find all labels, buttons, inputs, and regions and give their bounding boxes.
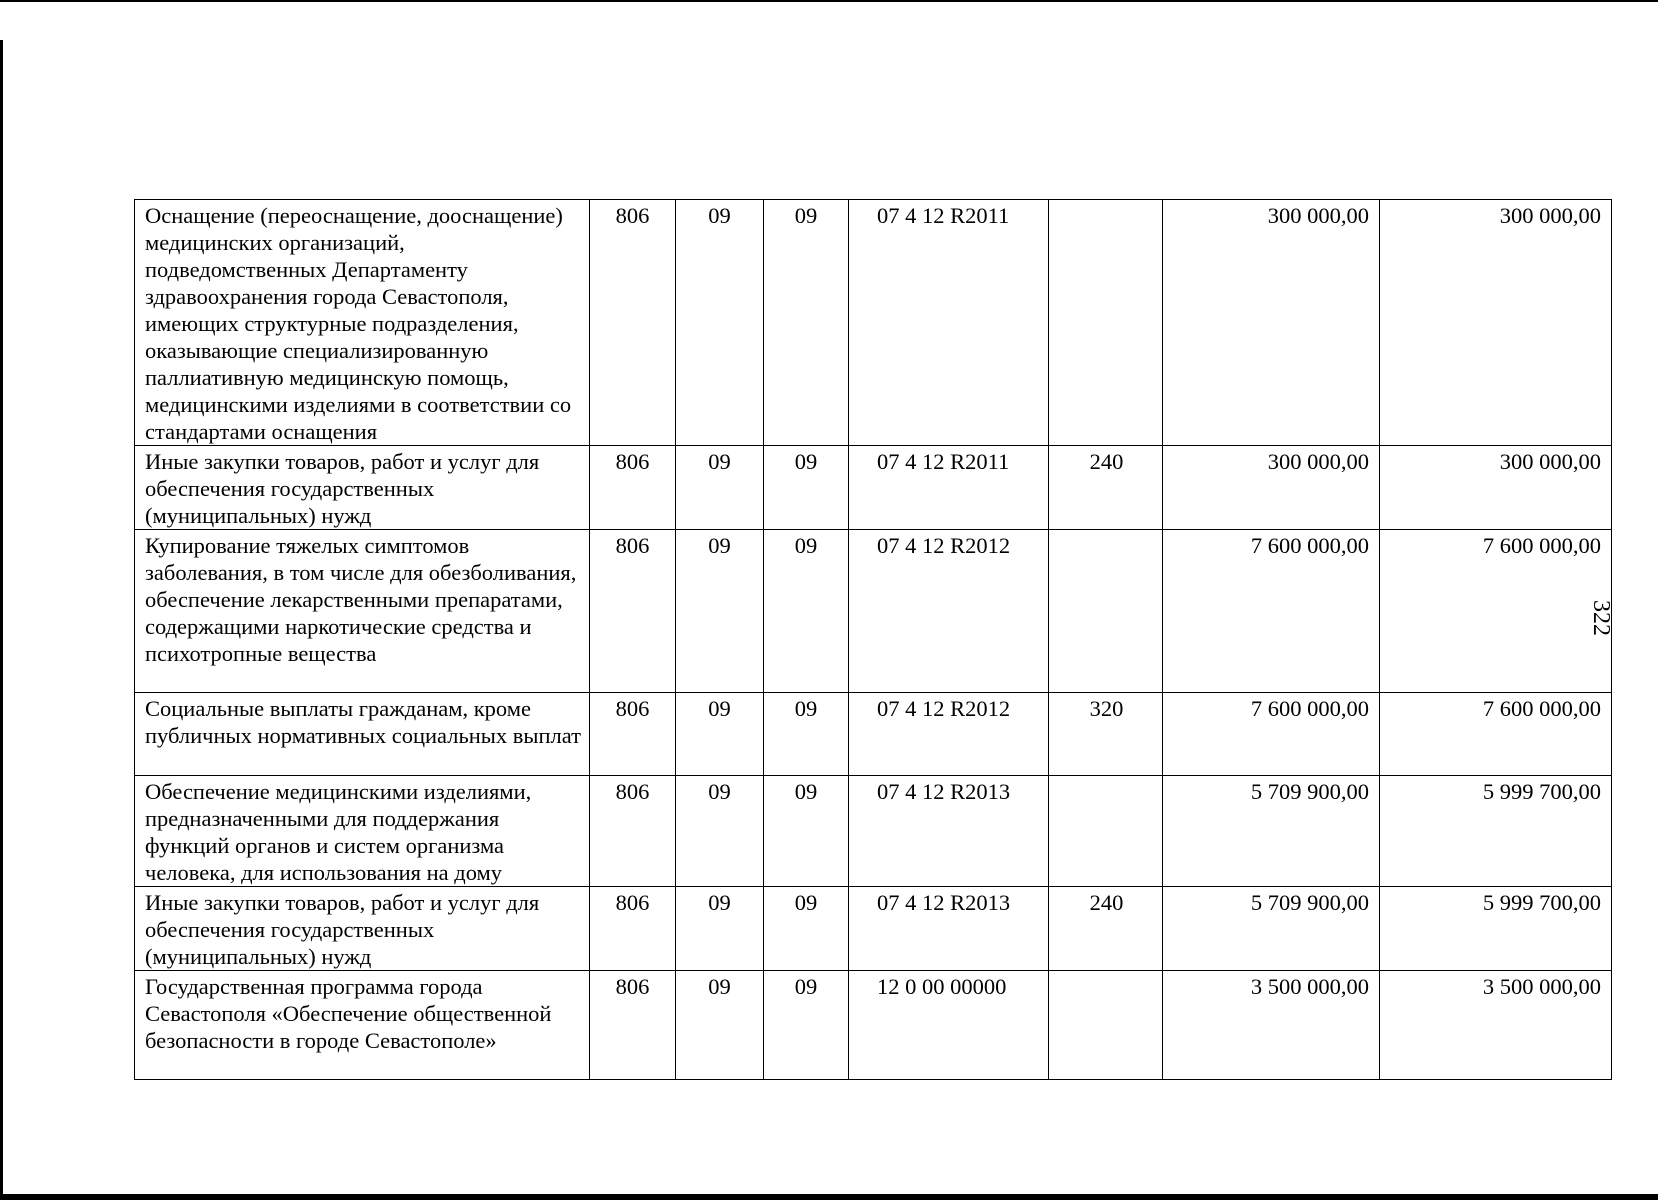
- row-pr: 09: [764, 887, 849, 971]
- scan-edge-left: [0, 40, 3, 1200]
- page-number: 322: [1588, 600, 1614, 636]
- row-pr: 09: [764, 693, 849, 776]
- row-rz: 09: [676, 693, 764, 776]
- row-sum-2: 300 000,00: [1380, 200, 1612, 446]
- table-row: [135, 200, 1612, 446]
- row-name: Иные закупки товаров, работ и услуг для обеспечения государственных (муниципальных) нужд: [135, 887, 590, 971]
- row-sum-2: 5 999 700,00: [1380, 887, 1612, 971]
- row-name: Иные закупки товаров, работ и услуг для обеспечения государственных (муниципальных) нужд: [135, 446, 590, 530]
- row-rz: 09: [676, 887, 764, 971]
- row-ved: 806: [590, 446, 676, 530]
- row-sum-2: 5 999 700,00: [1380, 776, 1612, 887]
- row-rz: 09: [676, 446, 764, 530]
- row-pr: 09: [764, 776, 849, 887]
- row-rz: 09: [676, 200, 764, 446]
- row-rz: 09: [676, 971, 764, 1080]
- row-pr: 09: [764, 446, 849, 530]
- table-row: [135, 971, 1612, 1080]
- row-vr: [1049, 971, 1163, 1080]
- row-csr: 07 4 12 R2013: [849, 776, 1049, 887]
- row-name: Оснащение (переоснащение, дооснащение) медицинских организаций, подведомственных Департаменту здравоохранения города Севастополя, имеющих структурные подразделения, оказывающие специализированную паллиативную медицинскую помощь, медицинскими изделиями в соответствии со стандартами оснащения: [135, 200, 590, 446]
- budget-table: [134, 199, 1612, 1080]
- row-sum-2: 3 500 000,00: [1380, 971, 1612, 1080]
- row-ved: 806: [590, 776, 676, 887]
- table-row: [135, 446, 1612, 530]
- row-rz: 09: [676, 776, 764, 887]
- row-csr: 07 4 12 R2012: [849, 530, 1049, 693]
- row-sum-1: 7 600 000,00: [1163, 693, 1380, 776]
- row-sum-1: 300 000,00: [1163, 200, 1380, 446]
- row-ved: 806: [590, 887, 676, 971]
- row-pr: 09: [764, 200, 849, 446]
- row-pr: 09: [764, 971, 849, 1080]
- row-vr: [1049, 200, 1163, 446]
- row-name: Обеспечение медицинскими изделиями, предназначенными для поддержания функций органов и систем организма человека, для использования на дому: [135, 776, 590, 887]
- row-csr: 07 4 12 R2011: [849, 200, 1049, 446]
- row-sum-2: 7 600 000,00: [1380, 530, 1612, 693]
- row-pr: 09: [764, 530, 849, 693]
- scan-edge-bottom: [0, 1194, 1658, 1200]
- row-csr: 07 4 12 R2013: [849, 887, 1049, 971]
- row-csr: 07 4 12 R2011: [849, 446, 1049, 530]
- table-row: [135, 776, 1612, 887]
- row-sum-1: 5 709 900,00: [1163, 887, 1380, 971]
- row-sum-2: 300 000,00: [1380, 446, 1612, 530]
- row-sum-1: 300 000,00: [1163, 446, 1380, 530]
- row-vr: 240: [1049, 446, 1163, 530]
- row-ved: 806: [590, 971, 676, 1080]
- scan-edge-top: [0, 0, 1658, 2]
- table-row: [135, 887, 1612, 971]
- row-name: Государственная программа города Севастополя «Обеспечение общественной безопасности в городе Севастополе»: [135, 971, 590, 1080]
- row-sum-1: 7 600 000,00: [1163, 530, 1380, 693]
- row-vr: 240: [1049, 887, 1163, 971]
- table-row: [135, 530, 1612, 693]
- row-vr: [1049, 530, 1163, 693]
- row-vr: 320: [1049, 693, 1163, 776]
- row-vr: [1049, 776, 1163, 887]
- row-sum-1: 5 709 900,00: [1163, 776, 1380, 887]
- row-name: Купирование тяжелых симптомов заболевания, в том числе для обезболивания, обеспечение лекарственными препаратами, содержащими наркотические средства и психотропные вещества: [135, 530, 590, 693]
- row-sum-2: 7 600 000,00: [1380, 693, 1612, 776]
- row-ved: 806: [590, 530, 676, 693]
- row-sum-1: 3 500 000,00: [1163, 971, 1380, 1080]
- row-csr: 12 0 00 00000: [849, 971, 1049, 1080]
- row-name: Социальные выплаты гражданам, кроме публичных нормативных социальных выплат: [135, 693, 590, 776]
- row-ved: 806: [590, 200, 676, 446]
- row-csr: 07 4 12 R2012: [849, 693, 1049, 776]
- row-rz: 09: [676, 530, 764, 693]
- row-ved: 806: [590, 693, 676, 776]
- table-row: [135, 693, 1612, 776]
